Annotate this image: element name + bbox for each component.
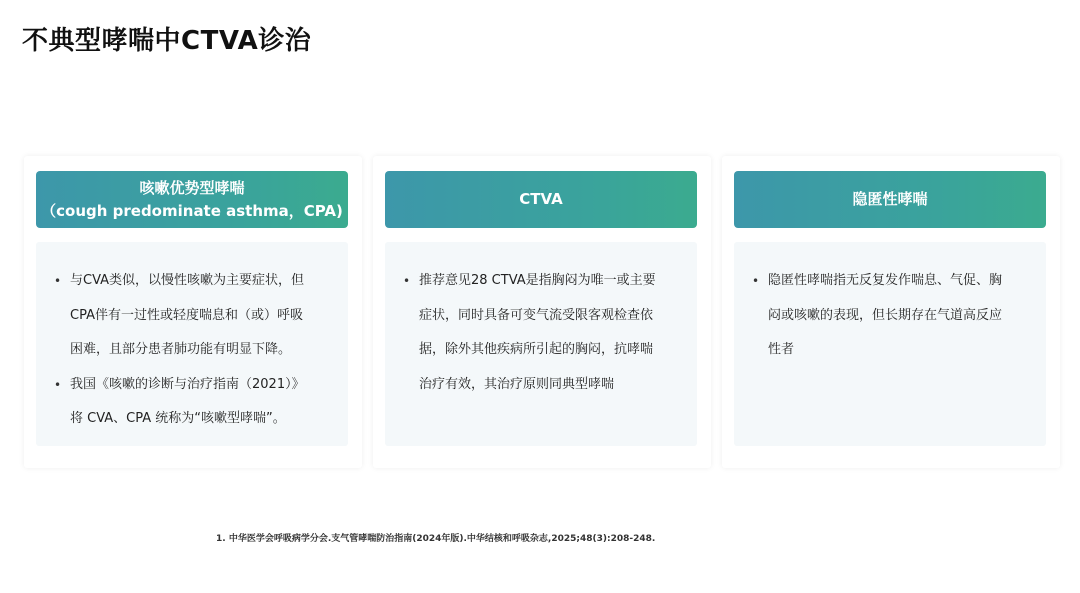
- bullet-line: 症状，同时具备可变气流受限客观检查依: [419, 307, 654, 323]
- bullet-line: 困难，且部分患者肺功能有明显下降。: [70, 342, 292, 357]
- bullet-line: 性者: [768, 342, 795, 357]
- card-body: [734, 242, 1046, 446]
- bullet-list: [750, 264, 1032, 368]
- bullet-list: [52, 264, 334, 437]
- bullet-line: 据，除外其他疾病所引起的胸闷，抗哮喘: [419, 342, 654, 357]
- slide-title: 不典型哮喘中CTVA诊治: [22, 26, 312, 56]
- card-header-title: 隐匿性哮喘: [852, 190, 928, 208]
- card-header-title: 咳嗽优势型哮喘: [139, 178, 245, 197]
- bullet-line: • 隐匿性哮喘指无反复发作喘息、气促、胸: [768, 273, 1003, 288]
- bullet-item: [52, 264, 334, 368]
- card-header: [734, 171, 1046, 228]
- card-ctva: [373, 156, 711, 468]
- bullet-line: • 我国《咳嗽的诊断与治疗指南（2021）》: [70, 376, 305, 392]
- bullet-item: [52, 368, 334, 437]
- card-header: [385, 171, 697, 228]
- bullet-item: [750, 264, 1032, 368]
- bullet-line: 闷或咳嗽的表现，但长期存在气道高反应: [768, 307, 1003, 323]
- bullet-line: CPA伴有一过性或轻度喘息和（或）呼吸: [70, 307, 303, 323]
- card-cough-silent-asthma: [722, 156, 1060, 468]
- bullet-list: [401, 264, 683, 402]
- reference-footnote: 1. 中华医学会呼吸病学分会.支气管哮喘防治指南(2024年版).中华结核和呼吸杂志,2025;48(3):208-248.: [216, 534, 656, 544]
- card-body: [385, 242, 697, 446]
- card-header-subtitle: （cough predominate asthma，CPA): [41, 201, 343, 220]
- bullet-line: • 与CVA类似，以慢性咳嗽为主要症状，但: [70, 273, 305, 288]
- card-cpa: [24, 156, 362, 468]
- bullet-line: 将 CVA、CPA 统称为“咳嗽型哮喘”。: [70, 411, 286, 426]
- card-header: [36, 171, 348, 228]
- card-header-title: CTVA: [519, 190, 563, 208]
- bullet-line: • 推荐意见28 CTVA是指胸闷为唯一或主要: [419, 273, 656, 288]
- card-body: [36, 242, 348, 446]
- bullet-item: [401, 264, 683, 402]
- bullet-line: 治疗有效，其治疗原则同典型哮喘: [419, 376, 615, 392]
